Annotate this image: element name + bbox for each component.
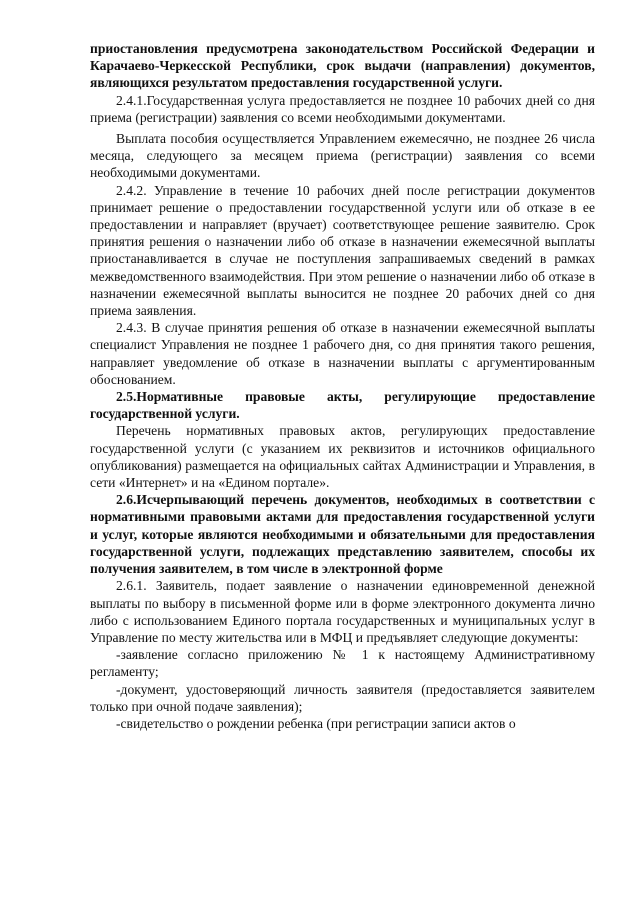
paragraph-2-4-1: 2.4.1.Государственная услуга предоставляется не позднее 10 рабочих дней со дня приема (регистрации) заявления со всеми необходимыми документами. [90, 92, 595, 125]
section-heading-2-5: 2.5.Нормативные правовые акты, регулирующие предоставление государственной услуги. [90, 389, 595, 422]
paragraph-2-6-1: 2.6.1. Заявитель, подает заявление о назначении единовременной денежной выплаты по выбору в письменной форме или в форме электронного документа лично либо с использованием Единого портала государственных и муниципальных услуг в Управление по месту жительства или в МФЦ и предъявляет следующие документы: [90, 578, 595, 645]
list-item: -документ, удостоверяющий личность заявителя (предоставляется заявителем только при очной подаче заявления); [90, 681, 595, 714]
paragraph-payment: Выплата пособия осуществляется Управлением ежемесячно, не позднее 26 числа месяца, следующего за месяцем приема (регистрации) заявления со всеми необходимыми документами. [90, 131, 595, 181]
list-item: -свидетельство о рождении ребенка (при регистрации записи актов о [116, 715, 516, 731]
section-heading-continued: приостановления предусмотрена законодательством Российской Федерации и Карачаево-Черкесской Республики, срок выдачи (направления) документов, являющихся результатом предоставления государственной услуги. [90, 41, 595, 91]
paragraph-2-5: Перечень нормативных правовых актов, регулирующих предоставление государственной услуги (с указанием их реквизитов и источников официального опубликования) размещается на официальных сайтах Администрации и Управления, в сети «Интернет» и на «Едином портале». [90, 423, 595, 491]
paragraph-2-4-3: 2.4.3. В случае принятия решения об отказе в назначении ежемесячной выплаты специалист Управления не позднее 1 рабочего дня, со дня принятия такого решения, направляет уведомление об отказе в назначении выплаты с аргументированным обоснованием. [90, 320, 595, 387]
paragraph-2-4-2: 2.4.2. Управление в течение 10 рабочих дней после регистрации документов принимает решение о предоставлении государственной услуги или об отказе в ее предоставлении и направляет (вручает) соответствующее решение заявителю. Срок принятия решения о назначении либо об отказе в назначении ежемесячной выплаты приостанавливается в случае не поступления запрашиваемых сведений в рамках межведомственного взаимодействия. При этом решение о назначении либо об отказе в назначении ежемесячной выплаты выносится не позднее 20 рабочих дней со дня приема заявления. [90, 182, 595, 319]
list-item: -заявление согласно приложению № 1 к настоящему Административному регламенту; [90, 647, 595, 680]
section-heading-2-6: 2.6.Исчерпывающий перечень документов, необходимых в соответствии с нормативными правовыми актами для предоставления государственной услуги и услуг, которые являются необходимыми и обязательными для предоставления государственной услуги, подлежащих представлению заявителем, способы их получения заявителем, в том числе в электронной форме [90, 492, 595, 577]
document-page [90, 40, 595, 732]
